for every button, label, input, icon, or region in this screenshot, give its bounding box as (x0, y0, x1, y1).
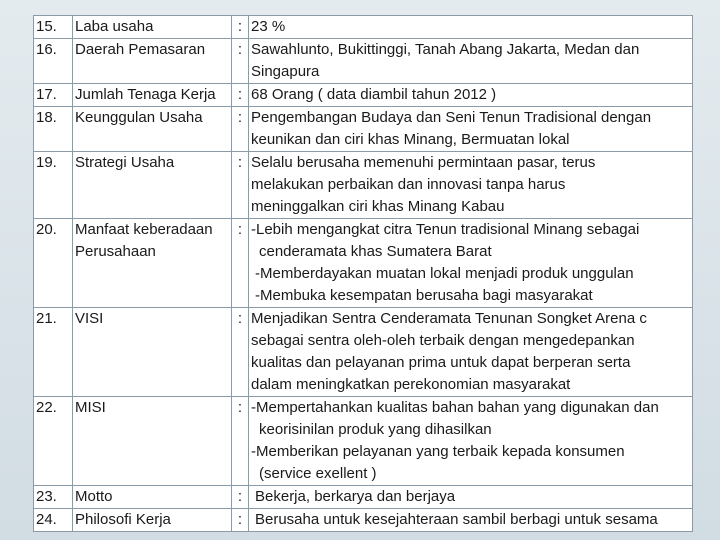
row-value: Selalu berusaha memenuhi permintaan pasar, terus melakukan perbaikan dan innovasi tanpa harus meninggalkan ciri khas Minang Kabau (249, 152, 693, 219)
table-row (34, 84, 693, 107)
row-colon: : (232, 486, 249, 509)
row-label: Motto (73, 486, 232, 509)
row-value: Bekerja, berkarya dan berjaya (249, 486, 693, 509)
row-number: 15. (34, 16, 73, 39)
row-colon: : (232, 16, 249, 39)
row-label: VISI (73, 308, 232, 397)
table-row (34, 152, 693, 219)
row-colon: : (232, 219, 249, 308)
row-colon: : (232, 509, 249, 532)
table-row (34, 107, 693, 152)
row-number: 22. (34, 397, 73, 486)
row-label: Strategi Usaha (73, 152, 232, 219)
table-row (34, 219, 693, 308)
row-value: Sawahlunto, Bukittinggi, Tanah Abang Jakarta, Medan dan Singapura (249, 39, 693, 84)
row-number: 16. (34, 39, 73, 84)
row-value: Pengembangan Budaya dan Seni Tenun Tradisional dengan keunikan dan ciri khas Minang, Bermuatan lokal (249, 107, 693, 152)
row-number: 19. (34, 152, 73, 219)
company-info-table (33, 15, 693, 532)
row-number: 18. (34, 107, 73, 152)
row-colon: : (232, 397, 249, 486)
table-row (34, 486, 693, 509)
row-label: Jumlah Tenaga Kerja (73, 84, 232, 107)
row-value: 23 % (249, 16, 693, 39)
row-label: Daerah Pemasaran (73, 39, 232, 84)
row-number: 17. (34, 84, 73, 107)
row-colon: : (232, 84, 249, 107)
row-value: Berusaha untuk kesejahteraan sambil berbagi untuk sesama (249, 509, 693, 532)
row-number: 21. (34, 308, 73, 397)
row-label: MISI (73, 397, 232, 486)
row-value: -Mempertahankan kualitas bahan bahan yang digunakan dan keorisinilan produk yang dihasilkan -Memberikan pelayanan yang terbaik kepada konsumen (service exellent ) (249, 397, 693, 486)
row-value: -Lebih mengangkat citra Tenun tradisional Minang sebagai cenderamata khas Sumatera Barat -Memberdayakan muatan lokal menjadi produk unggulan -Membuka kesempatan berusaha bagi masyarakat (249, 219, 693, 308)
row-label: Keunggulan Usaha (73, 107, 232, 152)
table-row (34, 16, 693, 39)
table-row (34, 509, 693, 532)
table-row (34, 397, 693, 486)
row-number: 20. (34, 219, 73, 308)
row-number: 24. (34, 509, 73, 532)
row-value: 68 Orang ( data diambil tahun 2012 ) (249, 84, 693, 107)
row-colon: : (232, 39, 249, 84)
row-label: Manfaat keberadaan Perusahaan (73, 219, 232, 308)
row-colon: : (232, 107, 249, 152)
row-number: 23. (34, 486, 73, 509)
row-colon: : (232, 308, 249, 397)
table-row (34, 308, 693, 397)
row-label: Philosofi Kerja (73, 509, 232, 532)
row-label: Laba usaha (73, 16, 232, 39)
row-colon: : (232, 152, 249, 219)
row-value: Menjadikan Sentra Cenderamata Tenunan Songket Arena c sebagai sentra oleh-oleh terbaik dengan mengedepankan kualitas dan pelayanan prima untuk dapat berperan serta dalam meningkatkan perekonomian masyarakat (249, 308, 693, 397)
table-row (34, 39, 693, 84)
